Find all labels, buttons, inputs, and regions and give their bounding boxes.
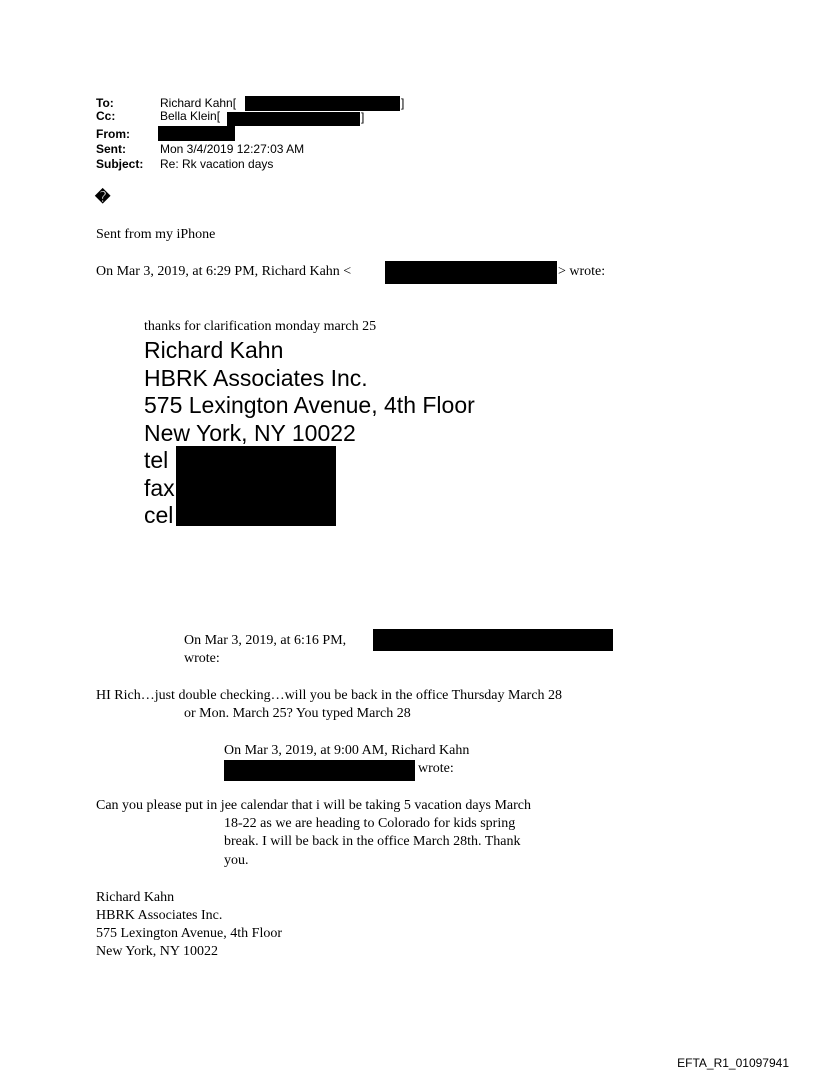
to-value: Richard Kahn[: [160, 96, 237, 110]
message2-line2: or Mon. March 25? You typed March 28: [184, 706, 411, 721]
cc-suffix: ]: [361, 110, 365, 124]
sig-fax: fax: [144, 474, 175, 501]
message3-line: Can you please put in jee calendar that i will be taking 5 vacation days March: [96, 798, 532, 813]
sig-company: HBRK Associates Inc.: [144, 364, 368, 391]
sig-small-company: HBRK Associates Inc.: [96, 908, 223, 923]
sig-name: Richard Kahn: [144, 337, 284, 363]
sig-cel: cel: [144, 502, 174, 528]
sig-small-address: 575 Lexington Avenue, 4th Floor: [96, 926, 282, 941]
message2-line1: HI Rich…just double checking…will you be back in the office Thursday March 28: [96, 688, 563, 703]
message3-line: 18-22 as we are heading to Colorado for kids spring: [224, 816, 516, 831]
message3-line: break. I will be back in the office March 28th. Thank: [224, 834, 521, 849]
to-suffix: ]: [401, 96, 405, 110]
subject-label: Subject:: [96, 157, 144, 171]
quote2-wrote: wrote:: [184, 651, 220, 666]
quote1-wrote: > wrote:: [558, 264, 606, 279]
redaction-block: [176, 446, 336, 526]
from-label: From:: [96, 127, 130, 141]
sig-address: 575 Lexington Avenue, 4th Floor: [144, 392, 475, 418]
cc-value: Bella Klein[: [160, 109, 221, 123]
sig-small-name: Richard Kahn: [96, 890, 175, 905]
subject-value: Re: Rk vacation days: [160, 157, 274, 171]
sig-small-city: New York, NY 10022: [96, 944, 218, 959]
sent-value: Mon 3/4/2019 12:27:03 AM: [160, 142, 305, 156]
reply1-text: thanks for clarification monday march 25: [144, 319, 377, 334]
redaction-block: [158, 126, 235, 141]
sig-city: New York, NY 10022: [144, 419, 356, 446]
redaction-block: [227, 112, 360, 126]
quote1-intro: On Mar 3, 2019, at 6:29 PM, Richard Kahn <: [96, 264, 352, 279]
redaction-block: [385, 261, 557, 284]
replacement-glyph: �: [95, 189, 111, 206]
quote3-intro: On Mar 3, 2019, at 9:00 AM, Richard Kahn: [224, 743, 470, 758]
to-label: To:: [96, 96, 114, 110]
bates-number: EFTA_R1_01097941: [677, 1056, 789, 1070]
signature-small: [96, 889, 282, 961]
quote3-wrote: wrote:: [418, 761, 454, 776]
sent-from-line: Sent from my iPhone: [96, 227, 216, 242]
redaction-block: [373, 629, 613, 651]
quote2-intro: On Mar 3, 2019, at 6:16 PM,: [184, 633, 347, 648]
sent-label: Sent:: [96, 142, 126, 156]
sig-tel: tel: [144, 447, 169, 473]
message3-line: you.: [224, 853, 249, 868]
redaction-block: [245, 96, 400, 111]
cc-label: Cc:: [96, 109, 116, 123]
redaction-block: [224, 760, 415, 781]
